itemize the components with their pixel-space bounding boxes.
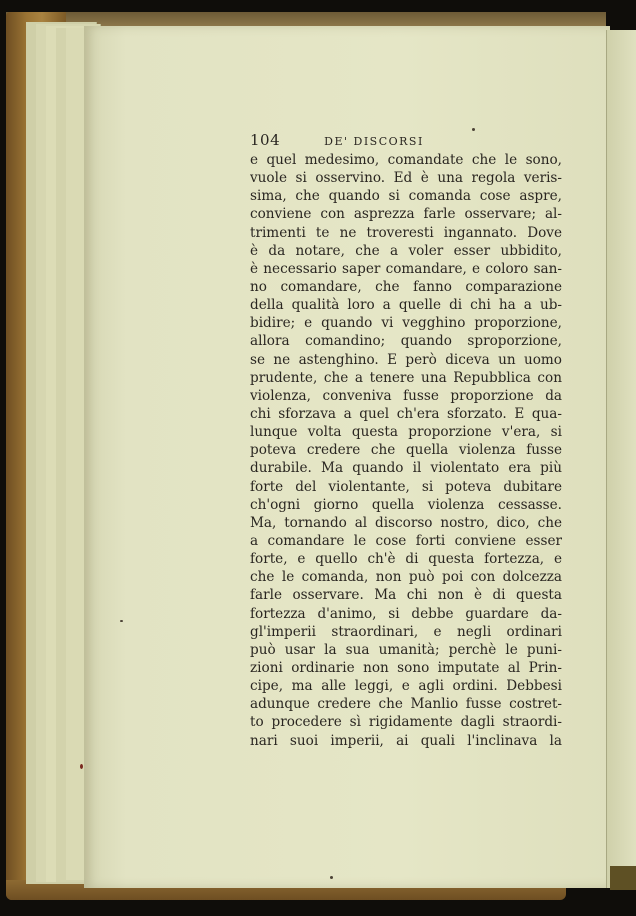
running-head — [250, 131, 562, 151]
text-line: lunque volta questa proporzione v'era, si — [250, 424, 562, 441]
text-line: gl'imperii straordinari, e negli ordinari — [250, 623, 562, 640]
text-line: adunque credere che Manlio fusse costret- — [250, 696, 562, 713]
text-line: è necessario saper comandare, e coloro san- — [250, 260, 562, 277]
text-line: cipe, ma alle leggi, e agli ordini. Debbesi — [250, 678, 562, 695]
text-line: ch'ogni giorno quella violenza cessasse. — [250, 496, 562, 513]
text-line: vuole si osservino. Ed è una regola veris- — [250, 170, 562, 187]
text-line: durabile. Ma quando il violentato era più — [250, 460, 562, 477]
page-number: 104 — [250, 131, 281, 149]
text-line: della qualità loro a quelle di chi ha a ub- — [250, 297, 562, 314]
text-line: se ne astenghino. E però diceva un uomo — [250, 351, 562, 368]
text-line: può usar la sua umanità; perchè le puni- — [250, 641, 562, 658]
paper-speck — [80, 764, 83, 769]
text-line: nari suoi imperii, ai quali l'inclinava la — [250, 732, 562, 749]
text-line: chi sforzava a quel ch'era sforzato. E qua- — [250, 405, 562, 422]
text-line: farle osservare. Ma chi non è di questa — [250, 587, 562, 604]
text-line: forte, e quello ch'è di questa fortezza, e — [250, 551, 562, 568]
facing-page-edge — [606, 30, 636, 888]
text-line: a comandare le cose forti conviene esser — [250, 532, 562, 549]
facing-page-shadow — [610, 866, 636, 890]
body-text — [250, 151, 562, 750]
paper-speck — [120, 620, 123, 622]
text-line: è da notare, che a voler esser ubbidito, — [250, 242, 562, 259]
text-line: violenza, conveniva fusse proporzione da — [250, 387, 562, 404]
paper-speck — [330, 876, 333, 879]
text-line: trimenti te ne troveresti ingannato. Dove — [250, 224, 562, 241]
text-line: conviene con asprezza farle osservare; al- — [250, 206, 562, 223]
text-line: zioni ordinarie non sono imputate al Prin- — [250, 659, 562, 676]
text-line: che le comanda, non può poi con dolcezza — [250, 569, 562, 586]
running-head-title: DE' DISCORSI — [324, 135, 424, 148]
text-line: no comandare, che fanno comparazione — [250, 278, 562, 295]
text-line: to procedere sì rigidamente dagli straordi- — [250, 714, 562, 731]
text-line: fortezza d'animo, si debbe guardare da- — [250, 605, 562, 622]
text-line: sima, che quando si comanda cose aspre, — [250, 188, 562, 205]
text-line: bidire; e quando vi vegghino proporzione, — [250, 315, 562, 332]
text-block — [250, 131, 562, 750]
text-line: e quel medesimo, comandate che le sono, — [250, 152, 562, 168]
text-line: poteva credere che quella violenza fusse — [250, 442, 562, 459]
text-line: Ma, tornando al discorso nostro, dico, che — [250, 514, 562, 531]
text-line: prudente, che a tenere una Repubblica con — [250, 369, 562, 386]
text-line: allora comandino; quando sproporzione, — [250, 333, 562, 350]
text-line: forte del violentante, si poteva dubitare — [250, 478, 562, 495]
